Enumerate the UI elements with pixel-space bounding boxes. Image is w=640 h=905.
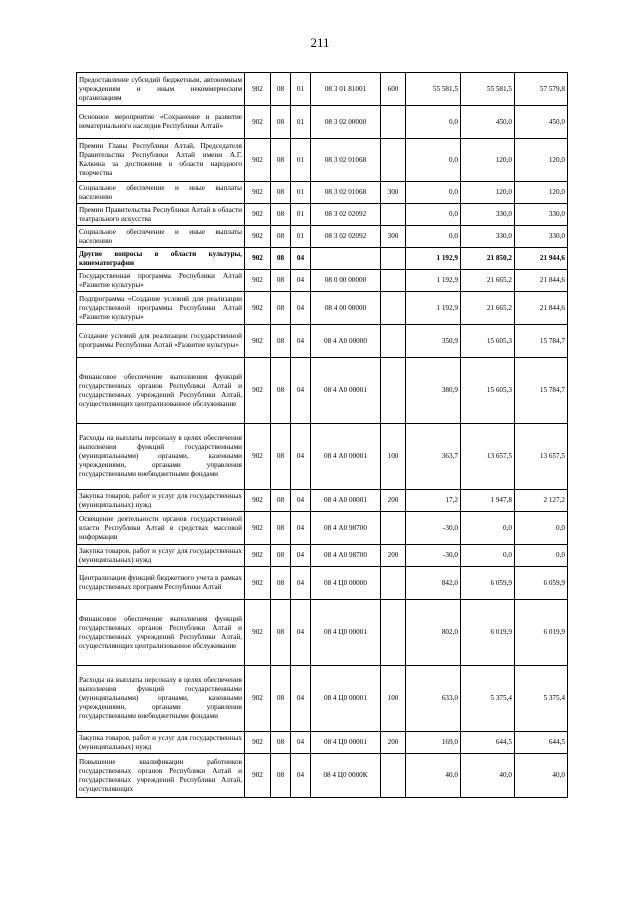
subsection-code: 01	[291, 226, 311, 248]
expense-type-code: 600	[381, 73, 406, 106]
target-article-code: 08 4 00 00000	[311, 292, 381, 325]
ministry-code: 902	[245, 512, 271, 545]
row-name: Финансовое обеспечение выполнения функций государственных органов Республики Алтай и государственных учреждений Республики Алтай, осуществляющих централизованное обслуживание	[77, 600, 245, 666]
subsection-code: 04	[291, 248, 311, 270]
expense-type-code: 100	[381, 424, 406, 490]
amount-1: -30,0	[406, 512, 461, 545]
amount-3: 0,0	[515, 545, 568, 567]
subsection-code: 04	[291, 732, 311, 754]
expense-type-code: 300	[381, 226, 406, 248]
row-name: Предоставление субсидий бюджетным, автономным учреждениям и иным некоммерческим организациям	[77, 73, 245, 106]
amount-3: 330,0	[515, 204, 568, 226]
amount-1: 1 192,9	[406, 270, 461, 292]
target-article-code: 08 3 02 01068	[311, 139, 381, 182]
ministry-code: 902	[245, 490, 271, 512]
target-article-code: 08 4 А0 00000	[311, 325, 381, 358]
section-code: 08	[271, 182, 291, 204]
amount-3: 21 844,6	[515, 270, 568, 292]
amount-3: 6 059,9	[515, 567, 568, 600]
amount-2: 21 850,2	[461, 248, 515, 270]
target-article-code: 08 4 А0 98700	[311, 512, 381, 545]
section-code: 08	[271, 512, 291, 545]
target-article-code	[311, 248, 381, 270]
subsection-code: 01	[291, 139, 311, 182]
amount-2: 120,0	[461, 139, 515, 182]
target-article-code: 08 3 02 01068	[311, 182, 381, 204]
expense-type-code	[381, 139, 406, 182]
ministry-code: 902	[245, 567, 271, 600]
amount-2: 120,0	[461, 182, 515, 204]
table-row	[77, 204, 568, 226]
expense-type-code: 200	[381, 490, 406, 512]
ministry-code: 902	[245, 248, 271, 270]
section-code: 08	[271, 226, 291, 248]
amount-1: 169,0	[406, 732, 461, 754]
amount-3: 57 579,8	[515, 73, 568, 106]
amount-1: 633,0	[406, 666, 461, 732]
ministry-code: 902	[245, 139, 271, 182]
table-row	[77, 567, 568, 600]
expense-type-code	[381, 358, 406, 424]
subsection-code: 04	[291, 666, 311, 732]
row-name: Закупка товаров, работ и услуг для государственных (муниципальных) нужд	[77, 490, 245, 512]
amount-2: 40,0	[461, 754, 515, 798]
expense-type-code	[381, 292, 406, 325]
amount-2: 6 019,9	[461, 600, 515, 666]
expense-type-code	[381, 754, 406, 798]
table-row	[77, 600, 568, 666]
table-row	[77, 732, 568, 754]
amount-1: 380,9	[406, 358, 461, 424]
budget-table	[76, 72, 568, 798]
amount-3: 40,0	[515, 754, 568, 798]
subsection-code: 01	[291, 106, 311, 139]
ministry-code: 902	[245, 666, 271, 732]
row-name: Закупка товаров, работ и услуг для государственных (муниципальных) нужд	[77, 732, 245, 754]
amount-2: 15 605,3	[461, 358, 515, 424]
amount-1: 802,0	[406, 600, 461, 666]
subsection-code: 01	[291, 204, 311, 226]
amount-2: 330,0	[461, 204, 515, 226]
amount-3: 13 657,5	[515, 424, 568, 490]
subsection-code: 04	[291, 512, 311, 545]
amount-2: 450,0	[461, 106, 515, 139]
subsection-code: 01	[291, 182, 311, 204]
amount-2: 5 375,4	[461, 666, 515, 732]
amount-1: 55 581,5	[406, 73, 461, 106]
amount-3: 330,0	[515, 226, 568, 248]
amount-1: 363,7	[406, 424, 461, 490]
table-row	[77, 139, 568, 182]
table-row	[77, 512, 568, 545]
ministry-code: 902	[245, 325, 271, 358]
section-code: 08	[271, 292, 291, 325]
section-code: 08	[271, 666, 291, 732]
table-row	[77, 490, 568, 512]
amount-3: 120,0	[515, 182, 568, 204]
amount-2: 15 605,3	[461, 325, 515, 358]
target-article-code: 08 3 02 02092	[311, 204, 381, 226]
subsection-code: 04	[291, 490, 311, 512]
table-row	[77, 226, 568, 248]
ministry-code: 902	[245, 226, 271, 248]
amount-2: 55 581,5	[461, 73, 515, 106]
target-article-code: 08 0 00 00000	[311, 270, 381, 292]
section-code: 08	[271, 139, 291, 182]
ministry-code: 902	[245, 732, 271, 754]
table-row	[77, 358, 568, 424]
section-code: 08	[271, 248, 291, 270]
expense-type-code	[381, 600, 406, 666]
section-code: 08	[271, 732, 291, 754]
ministry-code: 902	[245, 424, 271, 490]
amount-2: 644,5	[461, 732, 515, 754]
amount-2: 13 657,5	[461, 424, 515, 490]
row-name: Расходы на выплаты персоналу в целях обеспечения выполнения функций государственными (муниципальными) органами, казенными учреждениями, органами управления государственными внебюджетными фондами	[77, 666, 245, 732]
row-name: Премии Правительства Республики Алтай в области театрального искусства	[77, 204, 245, 226]
row-name: Освещение деятельности органов государственной власти Республики Алтай в средствах массовой информации	[77, 512, 245, 545]
section-code: 08	[271, 270, 291, 292]
amount-1: 0,0	[406, 139, 461, 182]
row-name: Основное мероприятие «Сохранение и развитие нематериального наследия Республики Алтай»	[77, 106, 245, 139]
target-article-code: 08 4 Ц0 00001	[311, 600, 381, 666]
subsection-code: 04	[291, 358, 311, 424]
subsection-code: 04	[291, 325, 311, 358]
subsection-code: 04	[291, 754, 311, 798]
table-row	[77, 666, 568, 732]
row-name: Расходы на выплаты персоналу в целях обеспечения выполнения функций государственными (муниципальными) органами, казенными учреждениями, органами управления государственными внебюджетными фондами	[77, 424, 245, 490]
section-code: 08	[271, 204, 291, 226]
amount-2: 21 665,2	[461, 270, 515, 292]
expense-type-code	[381, 204, 406, 226]
amount-1: 0,0	[406, 226, 461, 248]
ministry-code: 902	[245, 545, 271, 567]
row-name: Закупка товаров, работ и услуг для государственных (муниципальных) нужд	[77, 545, 245, 567]
ministry-code: 902	[245, 73, 271, 106]
section-code: 08	[271, 106, 291, 139]
amount-3: 15 784,7	[515, 358, 568, 424]
target-article-code: 08 3 02 02092	[311, 226, 381, 248]
row-name: Государственная программа Республики Алтай «Развитие культуры»	[77, 270, 245, 292]
expense-type-code: 200	[381, 545, 406, 567]
section-code: 08	[271, 567, 291, 600]
subsection-code: 04	[291, 567, 311, 600]
ministry-code: 902	[245, 182, 271, 204]
row-name: Подпрограмма «Создание условий для реализации государственной программы Республики Алтай «Развитие культуры»	[77, 292, 245, 325]
amount-2: 330,0	[461, 226, 515, 248]
ministry-code: 902	[245, 204, 271, 226]
expense-type-code: 100	[381, 666, 406, 732]
row-name: Социальное обеспечение и иные выплаты населению	[77, 226, 245, 248]
amount-2: 1 947,8	[461, 490, 515, 512]
row-name: Финансовое обеспечение выполнения функций государственных органов Республики Алтай и государственных учреждений Республики Алтай, осуществляющих централизованное обслуживание	[77, 358, 245, 424]
target-article-code: 08 4 Ц0 00001	[311, 732, 381, 754]
amount-3: 120,0	[515, 139, 568, 182]
table-row	[77, 545, 568, 567]
amount-3: 0,0	[515, 512, 568, 545]
section-code: 08	[271, 73, 291, 106]
expense-type-code: 300	[381, 182, 406, 204]
target-article-code: 08 4 А0 00001	[311, 358, 381, 424]
section-code: 08	[271, 325, 291, 358]
target-article-code: 08 4 А0 00001	[311, 424, 381, 490]
ministry-code: 902	[245, 270, 271, 292]
amount-3: 21 844,6	[515, 292, 568, 325]
target-article-code: 08 4 Ц0 00000	[311, 567, 381, 600]
target-article-code: 08 3 02 00000	[311, 106, 381, 139]
amount-3: 6 019,9	[515, 600, 568, 666]
table-row	[77, 106, 568, 139]
amount-2: 0,0	[461, 545, 515, 567]
amount-1: 17,2	[406, 490, 461, 512]
ministry-code: 902	[245, 600, 271, 666]
expense-type-code	[381, 325, 406, 358]
amount-1: 0,0	[406, 182, 461, 204]
target-article-code: 08 3 01 81001	[311, 73, 381, 106]
row-name: Премии Главы Республики Алтай, Председателя Правительства Республики Алтай имени А.Г. Калкина за достижения в области народного творчества	[77, 139, 245, 182]
ministry-code: 902	[245, 292, 271, 325]
amount-2: 0,0	[461, 512, 515, 545]
amount-3: 450,0	[515, 106, 568, 139]
expense-type-code: 200	[381, 732, 406, 754]
amount-1: -30,0	[406, 545, 461, 567]
table-row	[77, 182, 568, 204]
expense-type-code	[381, 106, 406, 139]
section-code: 08	[271, 545, 291, 567]
amount-1: 40,0	[406, 754, 461, 798]
amount-2: 21 665,2	[461, 292, 515, 325]
target-article-code: 08 4 Ц0 00001	[311, 666, 381, 732]
amount-3: 15 784,7	[515, 325, 568, 358]
expense-type-code	[381, 567, 406, 600]
table-row	[77, 325, 568, 358]
subsection-code: 04	[291, 545, 311, 567]
target-article-code: 08 4 А0 00001	[311, 490, 381, 512]
amount-3: 21 944,6	[515, 248, 568, 270]
expense-type-code	[381, 512, 406, 545]
table-row	[77, 270, 568, 292]
amount-2: 6 059,9	[461, 567, 515, 600]
subsection-code: 04	[291, 424, 311, 490]
table-row	[77, 248, 568, 270]
ministry-code: 902	[245, 358, 271, 424]
section-code: 08	[271, 424, 291, 490]
amount-1: 1 192,9	[406, 292, 461, 325]
target-article-code: 08 4 А0 98700	[311, 545, 381, 567]
table-row	[77, 424, 568, 490]
section-code: 08	[271, 490, 291, 512]
amount-1: 350,9	[406, 325, 461, 358]
amount-1: 842,0	[406, 567, 461, 600]
expense-type-code	[381, 270, 406, 292]
section-code: 08	[271, 754, 291, 798]
subsection-code: 01	[291, 73, 311, 106]
ministry-code: 902	[245, 754, 271, 798]
page-number: 211	[310, 35, 330, 50]
subsection-code: 04	[291, 270, 311, 292]
amount-1: 1 192,9	[406, 248, 461, 270]
amount-3: 2 127,2	[515, 490, 568, 512]
amount-1: 0,0	[406, 204, 461, 226]
section-code: 08	[271, 358, 291, 424]
amount-3: 5 375,4	[515, 666, 568, 732]
row-name: Социальное обеспечение и иные выплаты населению	[77, 182, 245, 204]
subsection-code: 04	[291, 600, 311, 666]
subsection-code: 04	[291, 292, 311, 325]
row-name: Централизация функций бюджетного учета в рамках государственных программ Республики Алтай	[77, 567, 245, 600]
table-row	[77, 292, 568, 325]
table-row	[77, 73, 568, 106]
row-name: Повышение квалификации работников государственных органов Республики Алтай и государственных учреждений Республики Алтай, осуществляющих	[77, 754, 245, 798]
ministry-code: 902	[245, 106, 271, 139]
row-name: Создание условий для реализации государственной программы Республики Алтай «Развитие культуры»	[77, 325, 245, 358]
table-row	[77, 754, 568, 798]
target-article-code: 08 4 Ц0 0000К	[311, 754, 381, 798]
amount-1: 0,0	[406, 106, 461, 139]
amount-3: 644,5	[515, 732, 568, 754]
section-code: 08	[271, 600, 291, 666]
row-name: Другие вопросы в области культуры, кинематографии	[77, 248, 245, 270]
expense-type-code	[381, 248, 406, 270]
